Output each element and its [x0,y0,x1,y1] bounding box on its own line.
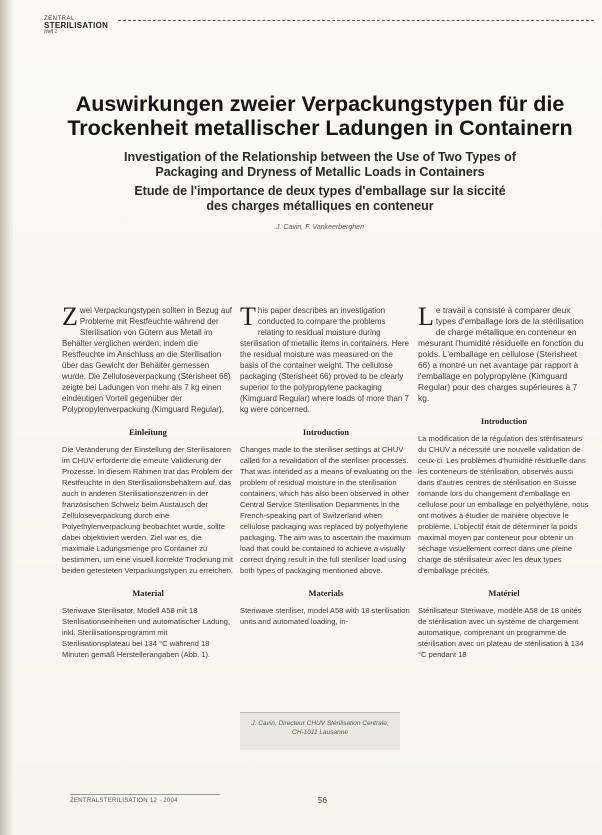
section-heading: Material [132,588,164,598]
header-rule [118,20,594,21]
paragraph: Changes made to the steriliser settings at CHUV called for a revalidation of the steriliser processes. That was intended as a means of evaluating on the problem of residual moisture in the sterilisation containers, which has also been observed in other Central Service Sterilisation Departments in the French-speaking part of Switzerland when cellulose packaging was replaced by polyethylene packaging. The aim was to ascertain the maximum load that could be contained to achieve a visually correct drying result in the full steriliser load using both types of packaging mentioned above. [240,445,412,575]
abstract-text: wei Verpackungstypen sollten in Bezug auf Probleme mit Restfeuchte während der Sterilisation von Gütern aus Metall im Behälter verglichen werden, indem die Restfeuchte im Anschluss an die Sterilisation über das Gewicht der Behälter gemessen wurde. Die Zelluloseverpackung (Sterisheet 66) zeigte bei Ladungen von mehr als 7 kg einen eindeutigen Vorteil gegenüber der Polypropylenverpackung (Kimguard Regular). [62,306,232,414]
column-german [62,302,234,660]
title-fr-line1: Etude de l'importance de deux types d'emballage sur la siccité [134,184,506,198]
title-fr-line2: des charges métalliques en conteneur [206,199,434,213]
paragraph: Die Veränderung der Einstellung der Sterilisatoren im CHUV erforderte die erneute Validierung der Prozesse. In diesem Rahmen trat das Problem der Restfeuchte in den Sterilisationsbehältern auf, das auch in anderen Sterilisationszentren in der französischen Schweiz beim Austausch der Zelluloseverpackung durch eine Polyethylenverpackung beobachtet wurde, sollte dabei objektiviert werden. Ziel war es, die maximale Ladungsmenge pro Container zu bestimmen, um eine visuell korrekte Trocknung mit beiden getesteten Verpackungstypen zu erreichen. [62,445,233,575]
title-de-line2: Trockenheit metallischer Ladungen in Containern [67,116,573,140]
title-en-line2: Packaging and Dryness of Metallic Loads in Containers [155,165,485,179]
page-number: 56 [318,796,327,805]
page-edge-shadow [0,0,14,835]
section-heading: Einleitung [129,427,167,437]
column-english [240,302,412,627]
column-french [418,302,590,660]
footer-rule [70,794,220,795]
dropcap: Z [62,302,78,331]
section-heading: Matériel [488,588,520,598]
title-german [40,92,600,140]
journal-brand [44,16,108,35]
title-french [60,184,580,214]
title-en-line1: Investigation of the Relationship between the Use of Two Types of [124,150,516,164]
paragraph: Steriwave Sterilisator, Modell A58 mit 18 Sterilisationseinheiten und automatischer Ladung, inkl. Sterilisationsprogramm mit Sterilisationsplateau bei 134 °C während 18 Minuten gemäß Herstellerangaben (Abb. 1). [62,606,231,659]
author-affiliation-box: J. Cavin, Directeur CHUV Stérilisation Centrale, CH-1011 Lausanne [240,712,400,750]
footer-journal: ZENTRALSTERILISATION 12 · 2004 [70,798,178,804]
dropcap: L [418,302,434,331]
section-heading: Materials [308,588,344,598]
brand-issue: Heft 1 [44,29,58,35]
brand-small: ZENTRAL [44,16,75,22]
abstract-english [240,302,412,415]
section-heading: Introduction [480,416,528,426]
dropcap: T [240,302,256,331]
abstract-french [418,302,590,404]
brand-big: STERILISATION [44,21,109,30]
abstract-german [62,302,234,415]
abstract-text: his paper describes an investigation conducted to compare the problems relating to residual moisture during sterilisation of metallic items in containers. Here the residual moisture was measured on the basis of the container weight. The cellulose packaging (Sterisheet 66) proved to be clearly superior to the polypropylene packaging (Kimguard Regular) where loads of more than 7 kg were concerned. [240,306,409,414]
paragraph: La modification de la régulation des stérilisateurs du CHUV a nécessité une nouvelle validation de ceux-ci. Les problèmes d'humidité résiduelle dans les conteneurs de stérilisation, observés aussi dans d'autres centres de stérilisation en Suisse romande lors du changement d'emballage en cellulose pour un emballage en polyéthylène, nous ont motivés à étudier de manière objective le problème. L'objectif était de déterminer la poids maximal moyen par conteneur pour obtenir un séchage visuellement correct dans une pleine charge de stérilisateur avec les deux types d'emballage précités. [418,434,589,575]
title-english [60,150,580,180]
paragraph: Steriwave steriliser, model A58 with 18 sterilisation units and automated loading, in- [240,606,410,626]
paragraph: Stérilisateur Steriwave, modèle A58 de 18 unités de stérilisation avec un système de chargement automatique, comprenant un programme de stérilisation avec un plateau de stérilisation à 134 °C pendant 18 [418,606,584,659]
title-de-line1: Auswirkungen zweier Verpackungstypen für die [75,92,565,116]
abstract-text: e travail a consisté à comparer deux types d'emballage lors de la stérilisation de charge métallique en conteneur en mesurant l'humidité résiduelle en fonction du poids. L'emballage en cellulose (Sterisheet 66) a montré un net avantage par rapport à l'emballage en polypropylène (Kimguard Regular) pour des charges supérieures à 7 kg. [418,305,584,403]
section-heading: Introduction [302,427,350,437]
authors: J. Cavin, F. Vankeerberghen [276,224,364,231]
